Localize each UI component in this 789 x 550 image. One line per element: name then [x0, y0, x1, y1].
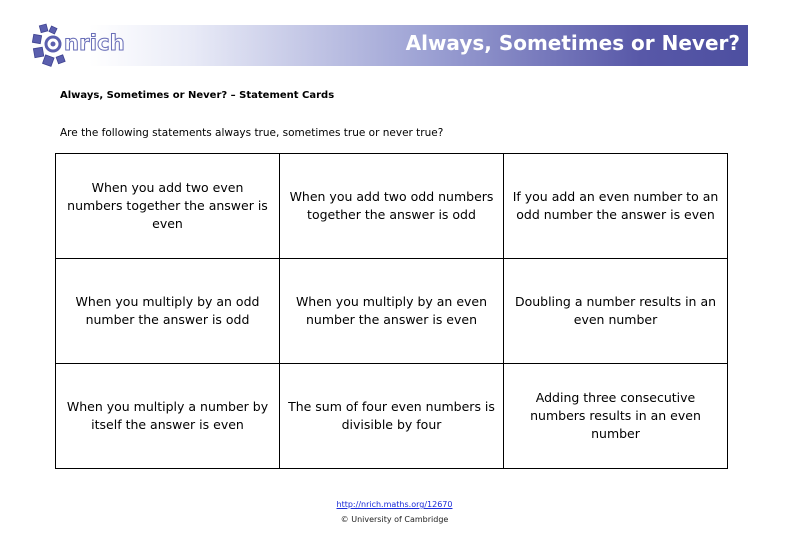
- cards-row: [56, 154, 728, 259]
- statement-card: When you multiply by an even number the answer is even: [280, 259, 504, 364]
- logo-text: nrich: [64, 31, 125, 55]
- copyright-text: © University of Cambridge: [340, 515, 449, 524]
- statement-card: Adding three consecutive numbers results in an even number: [504, 364, 728, 469]
- statement-card: When you add two odd numbers together the answer is odd: [280, 154, 504, 259]
- statement-card: The sum of four even numbers is divisible by four: [280, 364, 504, 469]
- cards-row: [56, 364, 728, 469]
- source-link[interactable]: http://nrich.maths.org/12670: [336, 500, 453, 509]
- statement-card: If you add an even number to an odd number the answer is even: [504, 154, 728, 259]
- cards-row: [56, 259, 728, 364]
- question-text: Are the following statements always true, sometimes true or never true?: [60, 127, 444, 139]
- statement-card: When you multiply by an odd number the answer is odd: [56, 259, 280, 364]
- statement-cards-table: [55, 153, 728, 469]
- document-heading: Always, Sometimes or Never? – Statement Cards: [60, 90, 335, 101]
- statement-card: Doubling a number results in an even number: [504, 259, 728, 364]
- statement-card: When you add two even numbers together the answer is even: [56, 154, 280, 259]
- statement-card: When you multiply a number by itself the answer is even: [56, 364, 280, 469]
- page-title: Always, Sometimes or Never?: [405, 31, 740, 55]
